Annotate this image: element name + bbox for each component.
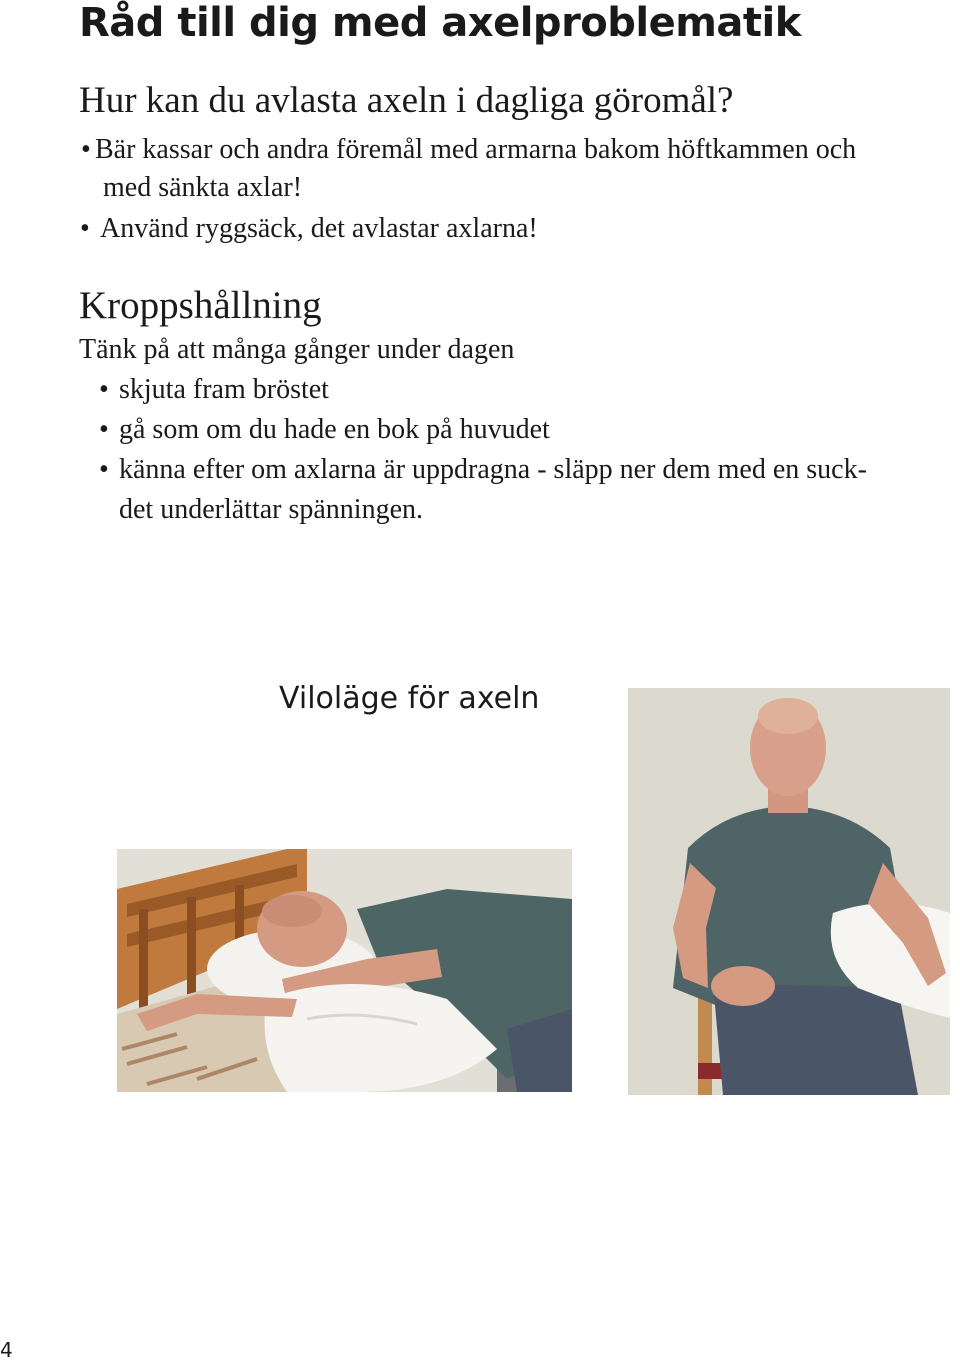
bullet-dot: • [99,374,109,405]
list-item-text: gå som om du hade en bok på huvudet [119,414,550,445]
list-item-text: Bär kassar och andra föremål med armarna bakom höftkammen och [95,134,857,165]
bullet-dot: • [80,213,90,244]
section-intro: Tänk på att många gånger under dagen [79,334,515,365]
list-item [81,130,856,170]
bullet-dot: • [99,454,109,485]
photo-lying-rest-position [117,849,572,1092]
list-item-text: känna efter om axlarna är uppdragna - släpp ner dem med en suck- [119,454,867,485]
page-number: 4 [0,1338,13,1362]
list-item-text: Använd ryggsäck, det avlastar axlarna! [100,213,538,244]
photo-sitting-illustration [628,688,950,1095]
list-item [80,209,538,249]
photo-sitting-rest-position [628,688,950,1095]
figure-caption: Viloläge för axeln [279,681,540,716]
list-item-text: skjuta fram bröstet [119,374,329,405]
list-item-continuation: med sänkta axlar! [103,172,303,203]
list-item [99,450,867,490]
section-heading-daily-tasks: Hur kan du avlasta axeln i dagliga göromål? [79,80,734,121]
list-item-continuation: det underlättar spänningen. [119,494,424,525]
section-heading-posture: Kroppshållning [79,284,322,327]
list-item [99,410,550,450]
page-title: Råd till dig med axelproblematik [79,0,801,46]
bullet-dot: • [81,134,91,165]
photo-lying-illustration [117,849,572,1092]
list-item [99,370,329,410]
bullet-dot: • [99,414,109,445]
